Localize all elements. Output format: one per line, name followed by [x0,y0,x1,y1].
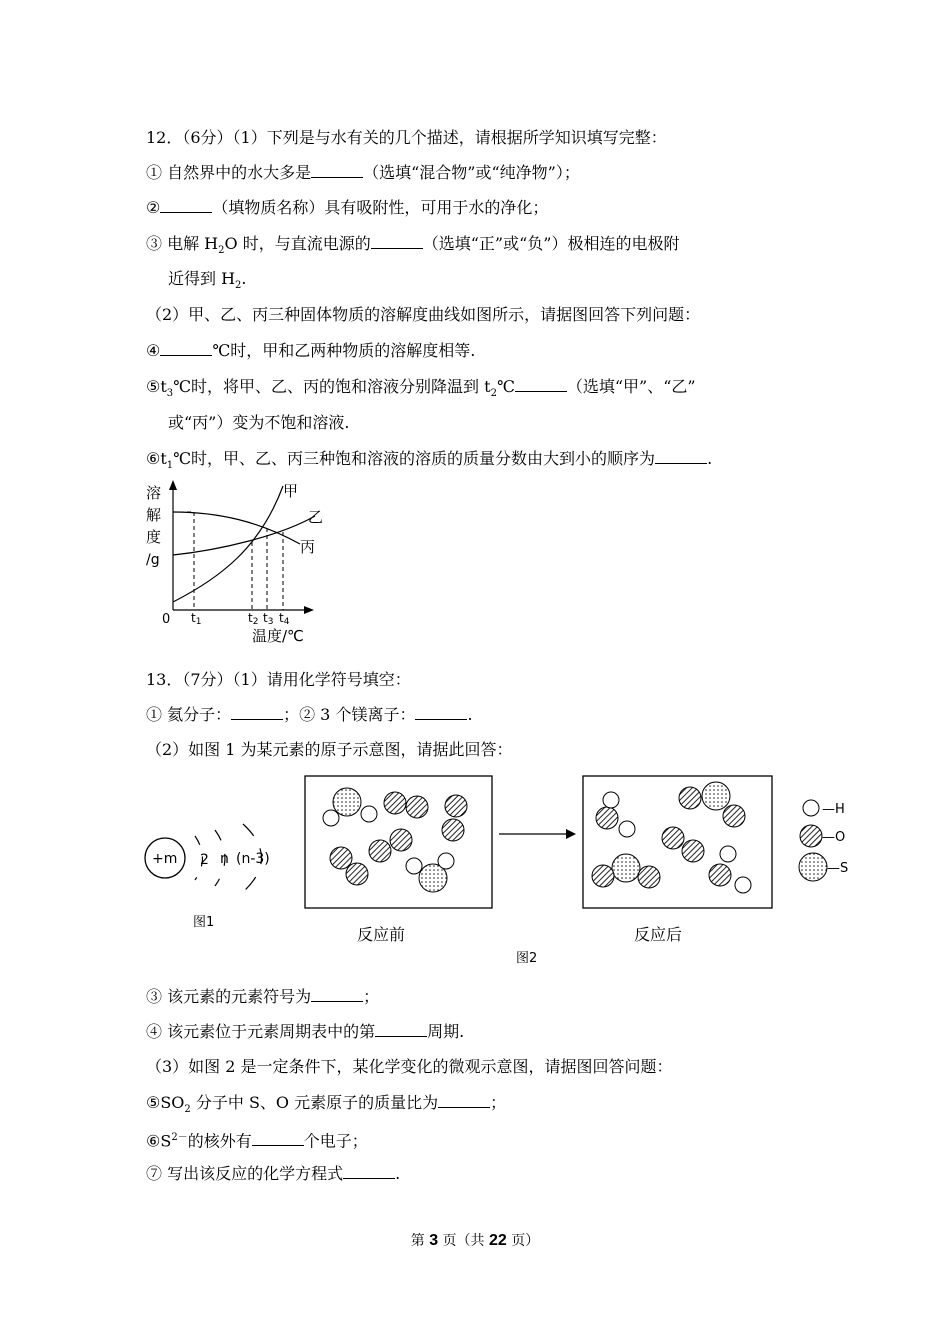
superscript: 2－ [171,1132,188,1143]
answer-blank[interactable] [375,1022,427,1037]
q12-line-3 [146,234,679,261]
text: 页） [506,1233,540,1249]
q12-part2: （2）甲、乙、丙三种固体物质的溶解度曲线如图所示，请据图回答下列问题： [146,305,701,324]
answer-blank[interactable] [343,1164,395,1179]
t: t [191,611,196,625]
text: . [241,269,247,288]
text: 页（共 [438,1233,489,1249]
q13-part2: （2）如图 1 为某元素的原子示意图，请据此回答： [146,740,513,759]
text: . [467,705,473,724]
before-o2-2 [442,795,467,841]
answer-blank[interactable] [231,705,283,720]
t: t [248,611,253,625]
text: （选填“甲”、“乙” [566,377,696,396]
tick-t2 [248,611,258,627]
answer-blank[interactable] [371,234,423,249]
q13-line-5 [146,1093,506,1120]
fig1-caption: 图1 [193,915,215,930]
q13-line-4 [146,1022,464,1042]
subscript: 3 [166,388,174,400]
text: 个电子； [303,1131,368,1151]
label-jia: 甲 [283,482,299,500]
ylabel-3: 度 [146,528,162,546]
ylabel-4: /g [146,552,160,568]
text: ⑤t [146,377,167,396]
t: t [279,611,284,625]
after-so2-2 [592,854,660,888]
q12-line-1 [146,163,580,183]
page-total: 22 [489,1232,507,1249]
t: t [263,611,268,625]
q12-line-2 [146,198,548,218]
legend-o-label: —O [822,830,846,845]
text: （选填“正”或“负”）极相连的电极附 [422,234,680,253]
text: ； [490,1093,507,1112]
text: 的核外有 [187,1131,252,1151]
answer-blank[interactable] [160,198,212,213]
subscript: 2 [490,388,497,400]
text: （选填“混合物”或“纯净物”）； [363,163,580,182]
after-so2 [679,782,745,827]
tick-t3 [263,611,273,627]
reaction-arrowhead [566,829,576,839]
shell-2-count: n [220,851,229,867]
text: . [395,1164,401,1183]
text: ⑥S [146,1131,172,1151]
y-axis-arrow [169,480,177,490]
sub: 2 [252,617,259,627]
text: ℃ [496,377,515,396]
text: ③ 该元素的元素符号为 [146,987,312,1006]
text: ⑤SO [146,1093,185,1112]
text: （填物质名称）具有吸附性，可用于水的净化； [212,198,549,217]
q12-line-5-cont: 或“丙”）变为不饱和溶液. [168,413,350,432]
text: ⑥t [146,449,167,468]
before-label: 反应前 [357,925,406,944]
nucleus-label: +m [152,851,178,867]
ylabel-1: 溶 [146,484,162,502]
atom-diagram [140,818,290,938]
after-label: 反应后 [634,925,683,944]
subscript: 2 [184,1104,191,1116]
text: ① 自然界中的水大多是 [146,163,312,182]
text: ；② 3 个镁离子： [283,705,416,724]
before-so2-2 [406,853,454,892]
shell-3-count: (n-3) [236,851,270,867]
text: 第 [410,1233,430,1249]
ylabel-2: 解 [146,506,162,524]
before-so2-1 [323,788,377,826]
legend-o [800,825,845,847]
solubility-chart [140,478,340,648]
text: ℃时，甲和乙两种物质的溶解度相等. [212,341,476,360]
page-number: 3 [429,1232,439,1249]
tick-t4 [279,611,290,627]
answer-blank[interactable] [655,449,707,464]
text: ④ 该元素位于元素周期表中的第 [146,1022,376,1041]
after-h2o-2 [709,846,751,893]
sub: 3 [267,617,274,627]
legend-s [799,853,848,881]
label-bing: 丙 [300,538,316,556]
answer-blank[interactable] [160,341,212,356]
answer-blank[interactable] [438,1093,490,1108]
text: ④ [146,341,161,360]
shell-1-count: 2 [200,852,209,868]
text: ① 氦分子： [146,705,232,724]
text: O 时，与直流电源的 [224,234,371,253]
text: 周期. [427,1022,465,1041]
text: 近得到 H [168,269,236,288]
q12-line-4 [146,341,475,361]
sub: 4 [283,617,290,627]
fig2-caption: 图2 [516,951,538,966]
text: ℃时，甲、乙、丙三种饱和溶液的溶质的质量分数由大到小的顺序为 [173,449,656,468]
after-o2-1 [662,827,704,862]
after-h2o-1 [596,792,635,837]
legend-s-label: —S [827,861,849,876]
before-o2-1 [384,792,428,818]
q13-line-1 [146,705,473,725]
text: ③ 电解 H [146,234,219,253]
legend-h-label: —H [822,802,845,817]
answer-blank[interactable] [515,377,567,392]
text: ② [146,198,161,217]
q12-line-6 [146,449,712,476]
tick-t1 [191,611,201,627]
text: ⑦ 写出该反应的化学方程式 [146,1164,344,1183]
page-footer [0,1230,950,1250]
origin-label: 0 [162,612,171,627]
answer-blank[interactable] [311,163,363,178]
answer-blank[interactable] [252,1131,304,1146]
text: ℃时，将甲、乙、丙的饱和溶液分别降温到 t [173,377,491,396]
q13-line-3 [146,987,379,1007]
text: ； [363,987,380,1006]
before-o2-3 [369,829,412,862]
subscript: 2 [235,280,242,292]
label-yi: 乙 [308,508,324,526]
q13-part3: （3）如图 2 是一定条件下，某化学变化的微观示意图，请据图回答问题： [146,1057,673,1076]
q13-header: 13．（7分）（1）请用化学符号填空： [146,670,411,689]
before-o2-4 [330,847,368,885]
reaction-diagram [300,772,870,972]
q13-line-6 [146,1128,368,1151]
curve-bing [173,512,300,544]
x-axis-label: 温度/℃ [252,627,304,645]
legend-h [803,800,845,817]
sub: 1 [195,617,202,627]
x-axis-arrow [304,606,314,614]
text: 分子中 S、O 元素原子的质量比为 [190,1093,439,1112]
subscript: 2 [218,245,225,257]
subscript: 1 [166,460,174,472]
answer-blank[interactable] [311,987,363,1002]
q13-line-7 [146,1164,400,1184]
q12-line-5 [146,377,696,404]
q12-line-3-cont [168,269,247,296]
text: . [707,449,713,468]
answer-blank[interactable] [415,705,467,720]
q12-header: 12．（6分）（1）下列是与水有关的几个描述，请根据所学知识填写完整： [146,128,667,147]
